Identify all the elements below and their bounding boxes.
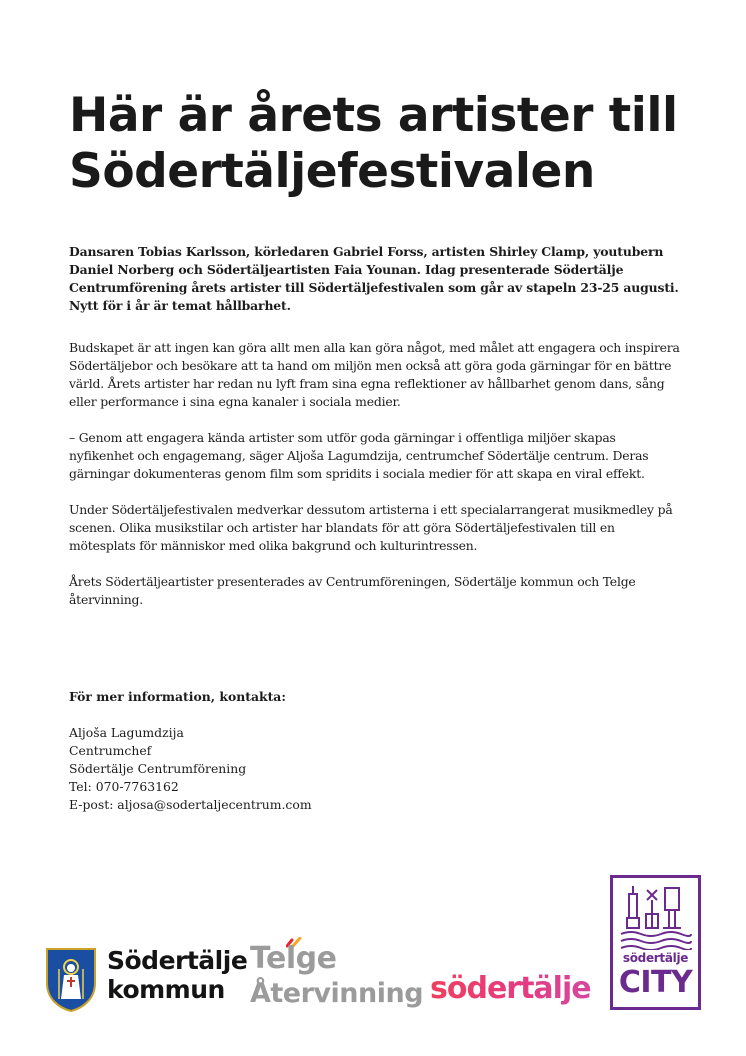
telge-atervinning-logo: [250, 938, 424, 1018]
city-skyline-icon: [619, 884, 692, 950]
contact-email: E-post: aljosa@sodertaljecentrum.com: [69, 797, 312, 812]
contact-role: Centrumchef: [69, 743, 152, 758]
sodertalje-kommun-logo: [45, 944, 248, 1014]
sodertalje-logo: södertälje: [430, 971, 591, 1006]
body-paragraph-1: Budskapet är att ingen kan göra allt men alla kan göra något, med målet att engagera och inspirera Södertäljebor och besökare att ta hand om miljön men också att göra goda gärningar för en bättre värld. Årets artister har redan nu lyft fram sina egna reflektioner av hållbarhet genom dans, sång eller performance i sina egna kanaler i sociala medier.: [69, 340, 680, 409]
contact-name: Aljoša Lagumdzija: [69, 725, 184, 740]
kommun-shield-icon: [45, 947, 97, 1013]
contact-organization: Södertälje Centrumförening: [69, 761, 247, 776]
body-paragraph-2: – Genom att engagera kända artister som utför goda gärningar i offentliga miljöer skapas nyfikenhet och engagemang, säger Aljoša Lagumdzija, centrumchef Södertälje centrum. Deras gärningar dokumenteras genom film som spridits i sociala medier för att skapa en viral effekt.: [69, 430, 649, 481]
lead-paragraph: Dansaren Tobias Karlsson, körledaren Gabriel Forss, artisten Shirley Clamp, youtubern Daniel Norberg och Södertäljeartisten Faia Younan. Idag presenterade Södertälje Centrumförening årets artister till Södertäljefestivalen som går av stapeln 23-25 augusti. Nytt för i år är temat hållbarhet.: [69, 244, 679, 313]
city-wordmark-small: södertälje: [622, 951, 689, 965]
contact-block: [69, 724, 312, 814]
contact-phone: Tel: 070-7763162: [69, 779, 179, 794]
telge-wordmark: Telge: [250, 941, 337, 976]
city-wordmark-large: CITY: [618, 965, 693, 1000]
sodertalje-city-logo: [610, 875, 701, 1010]
page-title: Här är årets artister till Södertäljefestivalen: [69, 88, 678, 199]
kommun-wordmark: Södertälje kommun: [107, 946, 248, 1004]
body-paragraph-4: Årets Södertäljeartister presenterades av Centrumföreningen, Södertälje kommun och Telge återvinning.: [69, 574, 636, 607]
contact-heading: För mer information, kontakta:: [69, 689, 286, 704]
body-paragraph-3: Under Södertäljefestivalen medverkar dessutom artisterna i ett specialarrangerat musikmedley på scenen. Olika musikstilar och artister har blandats för att göra Södertäljefestivalen till en mötesplats för människor med olika bakgrund och kulturintressen.: [69, 502, 673, 553]
atervinning-wordmark: Återvinning: [250, 978, 424, 1009]
